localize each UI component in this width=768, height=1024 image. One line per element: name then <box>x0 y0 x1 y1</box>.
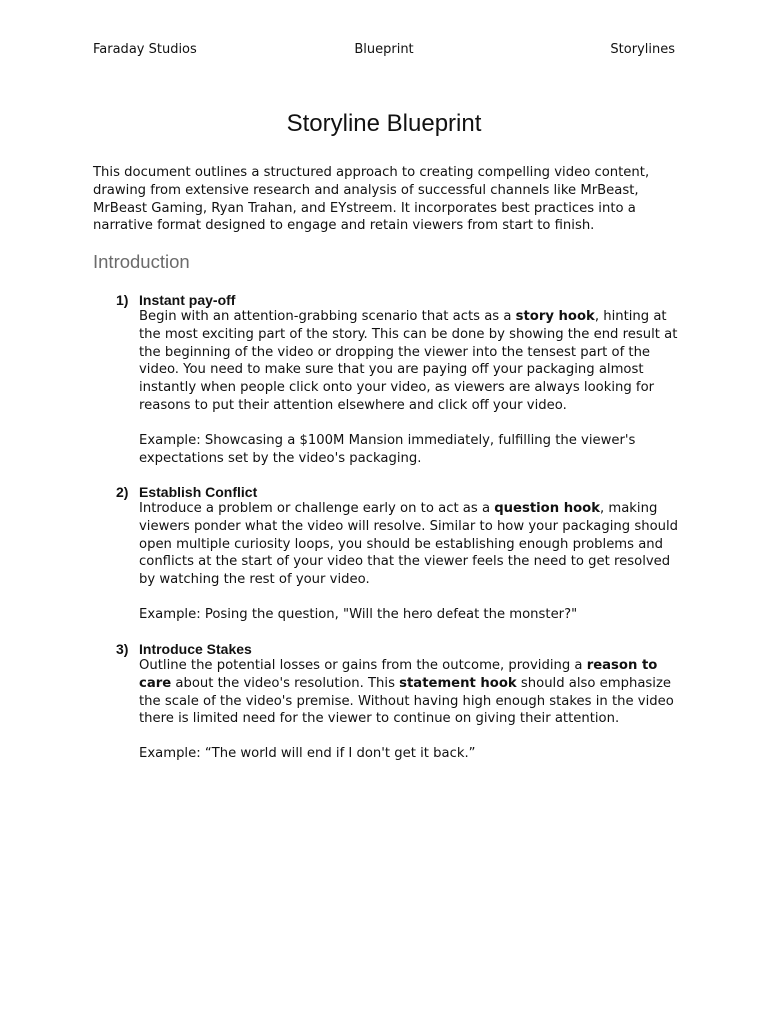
list-item-title: Introduce Stakes <box>139 641 252 657</box>
list-item-title: Establish Conflict <box>139 484 258 500</box>
list-item-number: 1) <box>116 292 129 308</box>
question-hook-term: question hook <box>494 501 600 516</box>
statement-hook-term: statement hook <box>399 675 517 691</box>
list-item-example: Example: Showcasing a $100M Mansion immediately, fulfilling the viewer's expectations set by the video's packaging. <box>139 433 636 466</box>
list-item-example: Example: Posing the question, "Will the hero defeat the monster?" <box>139 607 578 622</box>
running-header <box>93 42 675 62</box>
list-item-body: Introduce a problem or challenge early on to act as a question hook, making viewers ponder what the video will resolve. Similar to how your packaging should open multiple curiosity loops, you should be establishing enough problems and conflicts at the start of your video that the viewer feels the need to get resolved by watching the rest of your video. <box>139 501 679 588</box>
list-item-example: Example: “The world will end if I don't get it back.” <box>139 746 476 761</box>
header-studio-name: Faraday Studios <box>93 42 197 57</box>
intro-paragraph: This document outlines a structured approach to creating compelling video content, drawing from extensive research and analysis of successful channels like MrBeast, MrBeast Gaming, Ryan Trahan, and EYstreem. It incorporates best practices into a narrative format designed to engage and retain viewers from start to finish. <box>93 165 650 234</box>
header-doc-type: Blueprint <box>354 42 414 57</box>
document-title: Storyline Blueprint <box>286 110 482 137</box>
reason-to-care-term: reason to care <box>139 658 658 691</box>
section-heading-introduction: Introduction <box>93 251 190 272</box>
list-item-body: Begin with an attention-grabbing scenario that acts as a story hook, hinting at the most exciting part of the story. This can be done by showing the end result at the beginning of the video or dropping the viewer into the tensest part of the video. You need to make sure that you are paying off your packaging almost instantly when people click onto your video, as viewers are always looking for reasons to put their attention elsewhere and click off your video. <box>139 309 678 413</box>
list-item-body: Outline the potential losses or gains from the outcome, providing a reason to care about the video's resolution. This statement hook should also emphasize the scale of the video's premise. Without having high enough stakes in the video there is limited need for the viewer to continue on giving their attention. <box>139 658 674 727</box>
list-item-number: 3) <box>116 641 129 657</box>
story-hook-term: story hook <box>515 309 595 324</box>
list-item-title: Instant pay-off <box>139 292 236 308</box>
list-item-number: 2) <box>116 484 129 500</box>
header-section-name: Storylines <box>610 42 675 57</box>
